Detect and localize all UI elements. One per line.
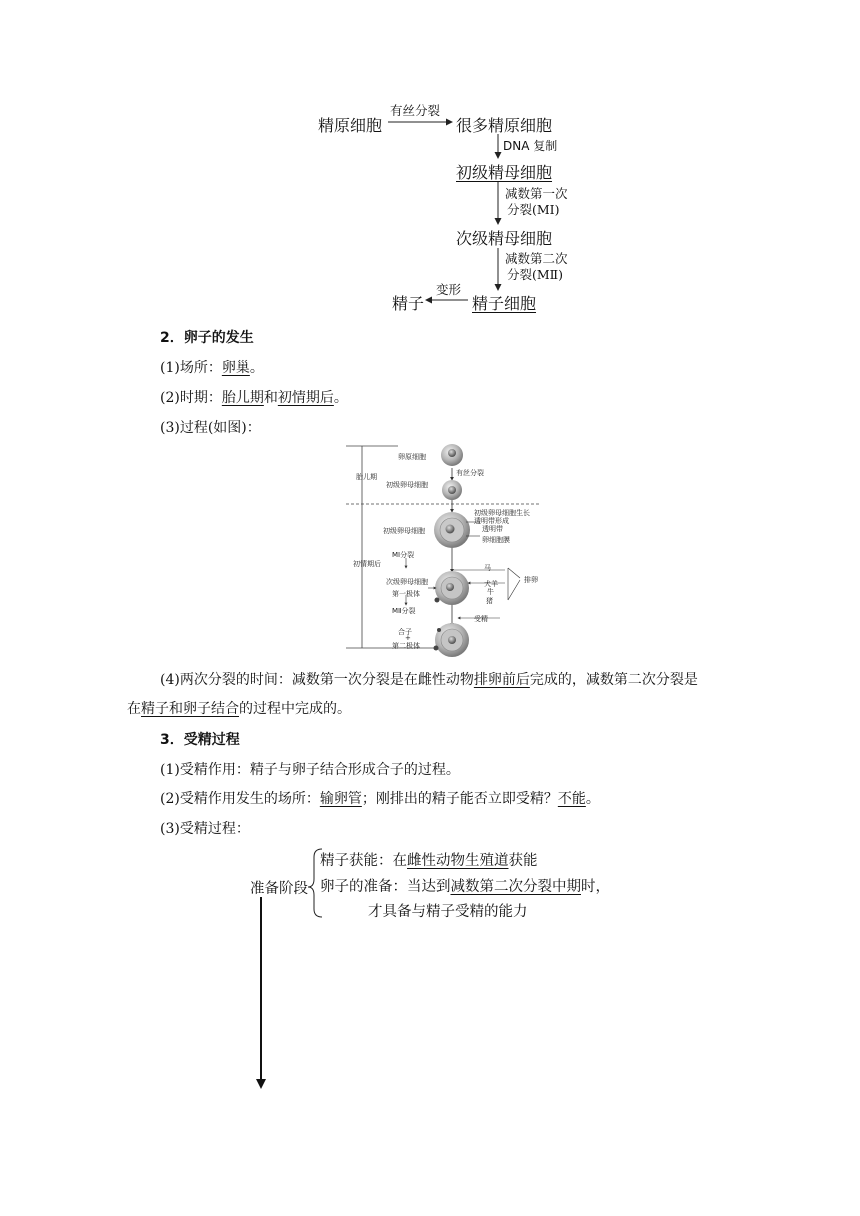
- label-meiosis2-l1: 减数第二次: [505, 251, 568, 266]
- para-process: (3)过程(如图)：: [160, 420, 261, 436]
- fig-label-primary2: 初级卵母细胞: [383, 527, 425, 535]
- text: 。: [333, 390, 348, 406]
- text: 时，: [581, 879, 610, 895]
- text: 。: [249, 360, 264, 376]
- label-meiosis1-l1: 减数第一次: [505, 186, 568, 201]
- bracket-line-egg-prep: [320, 875, 610, 896]
- bracket-line-sperm-capacitation: [320, 849, 538, 870]
- para-division-time-2: [127, 698, 351, 718]
- fig-label-mitosis: 有丝分裂: [456, 469, 484, 477]
- fig-label-fetal: 胎儿期: [356, 473, 377, 481]
- fig-label-ovulation: 排卵: [524, 576, 538, 584]
- fig-label-cow: 牛: [487, 588, 494, 596]
- answer-ovulation: 排卵前后: [473, 672, 530, 688]
- fig-label-membrane: 卵细胞膜: [482, 536, 510, 544]
- fig-label-oogonium: 卵原细胞: [398, 453, 426, 461]
- para-division-time: [160, 669, 698, 689]
- text: 卵子的准备：当达到: [320, 879, 451, 895]
- fig-label-m1: MⅠ分裂: [392, 551, 415, 559]
- para-fert-process: (3)受精过程：: [160, 821, 250, 837]
- answer-puberty: 初情期后: [277, 390, 334, 406]
- node-many-spermatogonia: 很多精原细胞: [456, 116, 553, 135]
- answer-ovary: 卵巢: [221, 360, 250, 376]
- node-spermatogonium: 精原细胞: [318, 116, 383, 135]
- text: (2)时期：: [160, 390, 222, 406]
- fig-label-horse: 马: [484, 564, 491, 572]
- node-sperm: 精子: [392, 294, 425, 313]
- text: 的过程中完成的。: [239, 701, 351, 717]
- answer-fetal: 胎儿期: [221, 390, 264, 406]
- label-prep-stage: 准备阶段: [250, 881, 308, 897]
- text: ；刚排出的精子能否立即受精？: [361, 791, 558, 807]
- text: (2)受精作用发生的场所：: [160, 791, 320, 807]
- fig-label-zygote: 合子: [398, 628, 412, 636]
- answer-reproductive-tract: 雌性动物生殖道: [407, 853, 509, 869]
- fig-label-sheep: 羊: [491, 580, 498, 588]
- fig-label-pig: 猪: [486, 597, 493, 605]
- label-transform: 变形: [436, 282, 462, 297]
- answer-metaphase-2: 减数第二次分裂中期: [450, 879, 581, 895]
- node-secondary-spermatocyte: 次级精母细胞: [456, 229, 553, 248]
- fig-label-secondary: 次级卵母细胞: [386, 578, 428, 586]
- answer-no: 不能: [557, 791, 586, 807]
- para-fert-def: (1)受精作用：精子与卵子结合形成合子的过程。: [160, 762, 460, 778]
- heading-oogenesis: 2．卵子的发生: [160, 330, 254, 346]
- label-meiosis2-l2: 分裂(MⅡ): [507, 267, 564, 282]
- text: 在: [127, 701, 141, 717]
- text: (1)场所：: [160, 360, 222, 376]
- fig-label-fertilization: 受精: [474, 615, 488, 623]
- bracket-line-egg-prep-2: 才具备与精子受精的能力: [368, 904, 528, 920]
- answer-fertilization: 精子和卵子结合: [141, 701, 239, 717]
- node-spermatid: 精子细胞: [472, 294, 537, 313]
- fig-label-zona: 透明带: [482, 525, 503, 533]
- text: 和: [263, 390, 278, 406]
- label-meiosis1-l2: 分裂(MⅠ): [507, 202, 560, 217]
- text: 获能: [508, 853, 538, 869]
- fig-label-puberty: 初情期后: [353, 560, 381, 568]
- text: 精子获能：在: [320, 853, 407, 869]
- fig-label-pb1: 第一极体: [392, 590, 420, 598]
- fig-label-growth1: 初级卵母细胞生长: [474, 509, 530, 517]
- fig-label-growth2: 透明带形成: [474, 517, 509, 525]
- text: 。: [585, 791, 600, 807]
- label-mitosis: 有丝分裂: [390, 103, 441, 118]
- fig-label-dog: 犬: [484, 580, 491, 588]
- node-primary-spermatocyte: 初级精母细胞: [456, 163, 553, 182]
- text: 完成的，减数第二次分裂是: [529, 672, 698, 688]
- answer-oviduct: 输卵管: [319, 791, 362, 807]
- fig-label-pb2: 第二极体: [392, 642, 420, 650]
- fig-label-primary1: 初级卵母细胞: [386, 481, 428, 489]
- fig-label-m2: MⅡ分裂: [392, 607, 416, 615]
- para-fert-site: [160, 788, 600, 808]
- heading-fertilization: 3．受精过程: [160, 732, 240, 748]
- label-dna-replication: DNA 复制: [503, 139, 558, 153]
- para-period: [160, 387, 348, 407]
- fig-label-plus: +: [405, 634, 411, 642]
- flow-arrows: [0, 0, 860, 320]
- para-location: [160, 357, 264, 377]
- text: (4)两次分裂的时间：减数第一次分裂是在雌性动物: [160, 672, 474, 688]
